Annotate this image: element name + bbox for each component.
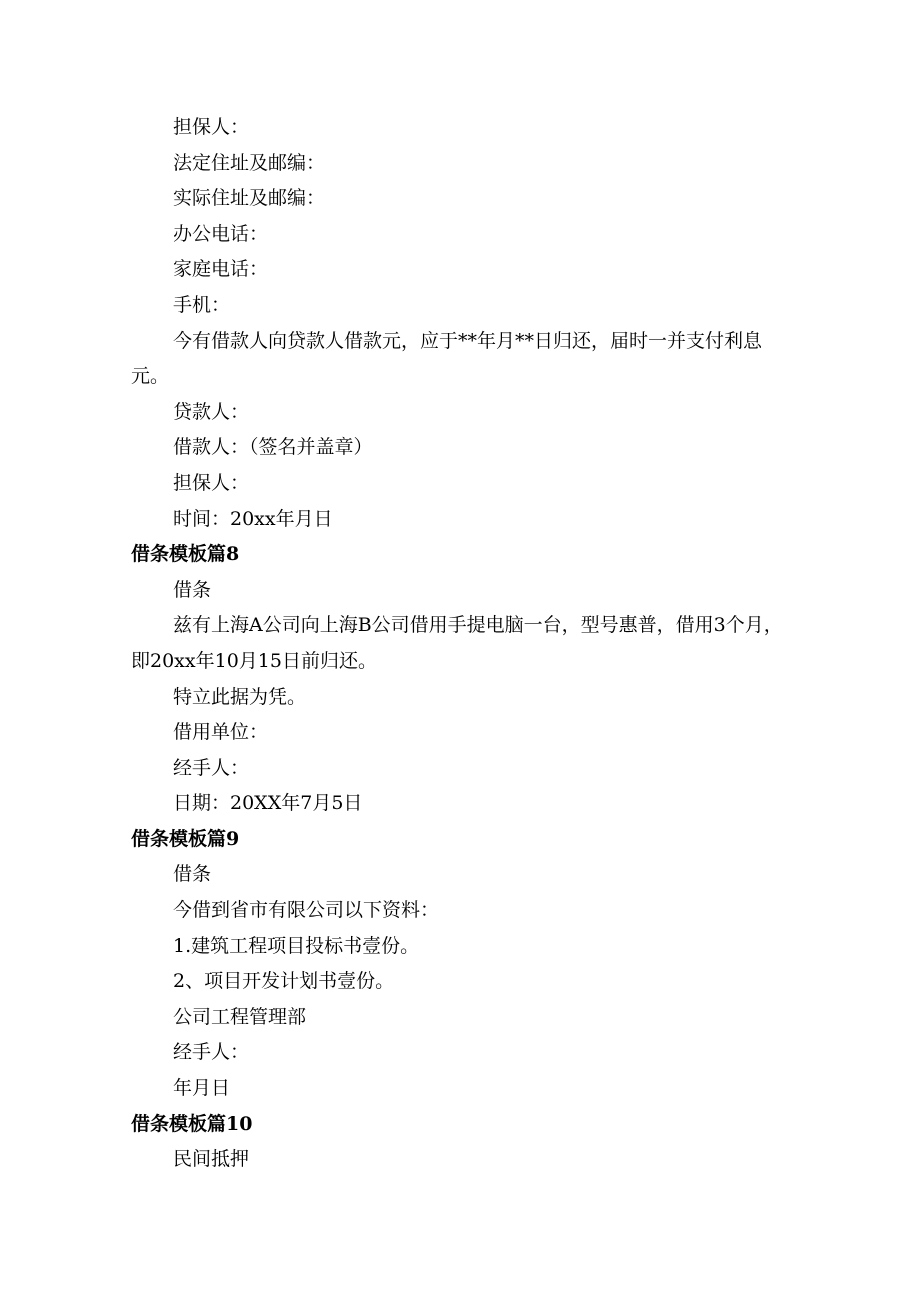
text-line: 家庭电话： [173, 258, 269, 281]
text-line: 贷款人： [173, 400, 250, 423]
text-line: 时间：20xx年月日 [173, 507, 333, 530]
section-heading: 借条模板篇8 [131, 543, 240, 566]
text-line: 民间抵押 [173, 1148, 250, 1171]
section-heading: 借条模板篇10 [131, 1112, 253, 1135]
section-title: 借条 [173, 578, 212, 601]
body-paragraph: 兹有上海A公司向上海B公司借用手提电脑一台，型号惠普，借用3个月，即20xx年10月15日前归还。 [131, 614, 783, 672]
text-line: 担保人： [173, 471, 250, 494]
text-line: 手机： [173, 293, 231, 316]
section-heading: 借条模板篇9 [131, 827, 240, 850]
text-line: 经手人： [173, 756, 250, 779]
text-line: 今借到省市有限公司以下资料： [173, 899, 440, 922]
text-line: 2、项目开发计划书壹份。 [173, 970, 395, 993]
text-line: 日期：20XX年7月5日 [173, 792, 363, 815]
text-line: 借用单位： [173, 721, 269, 744]
section-title: 借条 [173, 863, 212, 886]
document-body [0, 110, 920, 1178]
text-line: 特立此据为凭。 [173, 685, 307, 708]
text-line: 担保人： [173, 116, 250, 138]
body-paragraph: 今有借款人向贷款人借款元，应于**年月**日归还，届时一并支付利息元。 [131, 329, 763, 388]
text-line: 法定住址及邮编： [173, 151, 326, 174]
text-line: 1.建筑工程项目投标书壹份。 [173, 934, 420, 957]
text-line: 借款人：（签名并盖章） [173, 436, 373, 459]
text-line: 实际住址及邮编： [173, 187, 326, 210]
text-line: 经手人： [173, 1041, 250, 1064]
text-line: 办公电话： [173, 222, 269, 245]
text-line: 年月日 [173, 1077, 231, 1100]
text-line: 公司工程管理部 [173, 1005, 307, 1028]
